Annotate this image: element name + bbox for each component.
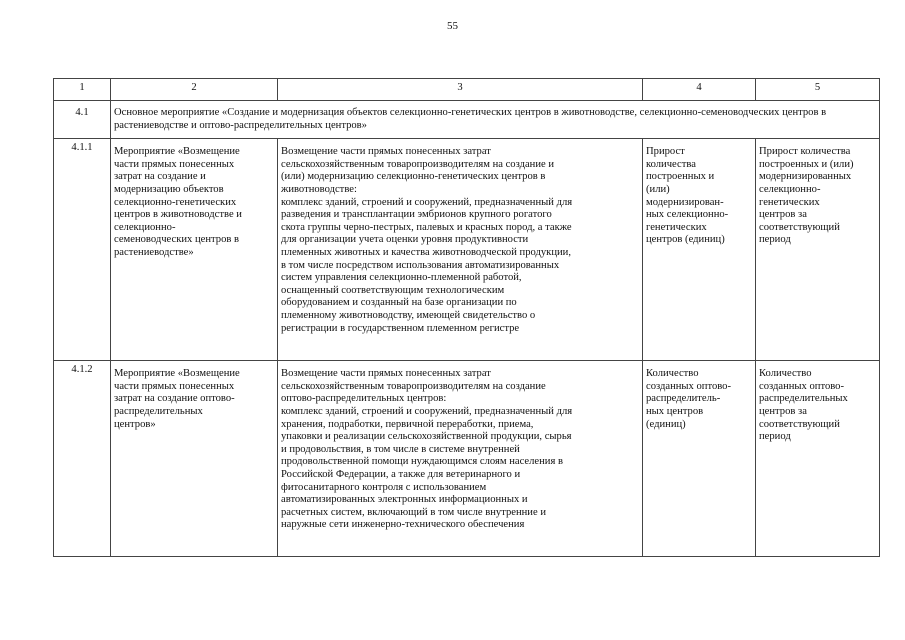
row-description: Возмещение части прямых понесенных затрат сельскохозяйственным товаропроизводителям на создание и (или) модернизацию селекционно-генетических центров в животноводстве: комплекс зданий, строений и сооружений, предназначенный для разведения и трансплантации эмбрионов крупного рогатого скота группы черно-пестрых, палевых и красных пород, а также для организации учета оценки уровня продуктивности племенных животных и качества животноводческой продукции, в том числе посредством использования автоматизированных систем управления селекционно-племенной работой, оснащенный соответствующим технологическим оборудованием и созданный на базе организации по племенному животноводству, имеющей свидетельство о регистрации в государственном племенном регистре bbox=[278, 139, 643, 361]
page-number: 55 bbox=[447, 20, 458, 32]
column-header-5: 5 bbox=[756, 79, 880, 101]
column-header-4: 4 bbox=[643, 79, 756, 101]
row-period: Количество созданных оптово- распределительных центров за соответствующий период bbox=[756, 361, 880, 557]
section-row bbox=[54, 101, 880, 139]
section-title: Основное мероприятие «Создание и модернизация объектов селекционно-генетических центров в животноводстве, селекционно-семеноводческих центров в растениеводстве и оптово-распределительных центров» bbox=[111, 101, 880, 139]
table-header-row bbox=[54, 79, 880, 101]
row-indicator: Количество созданных оптово- распределитель- ных центров (единиц) bbox=[643, 361, 756, 557]
column-header-3: 3 bbox=[278, 79, 643, 101]
row-indicator: Прирост количества построенных и (или) модернизирован- ных селекционно- генетических центров (единиц) bbox=[643, 139, 756, 361]
row-number: 4.1.2 bbox=[54, 361, 111, 557]
column-header-2: 2 bbox=[111, 79, 278, 101]
row-description: Возмещение части прямых понесенных затрат сельскохозяйственным товаропроизводителям на создание оптово-распределительных центров: комплекс зданий, строений и сооружений, предназначенный для хранения, подработки, первичной переработки, приема, упаковки и реализации сельскохозяйственной продукции, сырья и продовольствия, в том числе в системе внутренней продовольственной помощи нуждающимся слоям населения в Российской Федерации, а также для ветеринарного и фитосанитарного контроля с использованием автоматизированных электронных информационных и расчетных систем, включающий в том числе внутренние и наружные сети инженерно-технического обеспечения bbox=[278, 361, 643, 557]
table-row bbox=[54, 139, 880, 361]
row-name: Мероприятие «Возмещение части прямых понесенных затрат на создание и модернизацию объектов селекционно-генетических центров в животноводстве и селекционно- семеноводческих центров в растениеводстве» bbox=[111, 139, 278, 361]
row-period: Прирост количества построенных и (или) модернизированных селекционно- генетических центров за соответствующий период bbox=[756, 139, 880, 361]
row-number: 4.1.1 bbox=[54, 139, 111, 361]
column-header-1: 1 bbox=[54, 79, 111, 101]
table-row bbox=[54, 361, 880, 557]
section-number: 4.1 bbox=[54, 101, 111, 139]
document-table bbox=[53, 78, 880, 557]
row-name: Мероприятие «Возмещение части прямых понесенных затрат на создание оптово- распределительных центров» bbox=[111, 361, 278, 557]
